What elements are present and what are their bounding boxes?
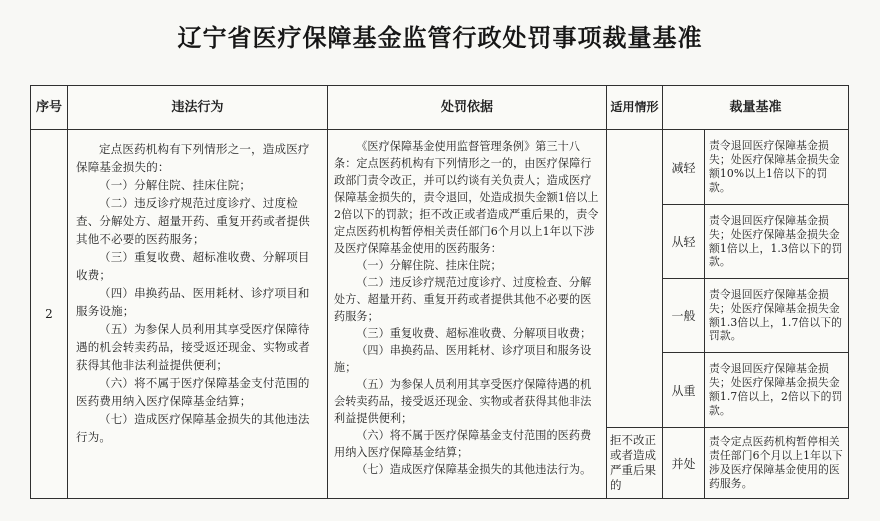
discretion-measure: 责令定点医药机构暂停相关责任部门6个月以上1年以下涉及医疗保障基金使用的医药服务。 [705,428,849,499]
header-seq: 序号 [31,86,68,130]
basis-item-1: （一）分解住院、挂床住院； [356,259,502,272]
violation-item-6: （六）将不属于医疗保障基金支付范围的医药费用纳入医疗保障基金结算； [76,376,310,408]
header-discretion-standard: 裁量基准 [663,86,849,130]
discretion-measure: 责令退回医疗保障基金损失；处医疗保障基金损失金额1.3倍以上，1.7倍以下的罚款。 [705,279,849,353]
basis-intro: 《医疗保障基金使用监督管理条例》第三十八条：定点医药机构有下列情形之一的，由医疗保障行政部门责令改正，并可以约谈有关负责人；造成医疗保障基金损失的，责令退回，处造成损失金额1倍以上2倍以下的罚款；拒不改正或者造成严重后果的，责令定点医药机构暂停相关责任部门6个月以上1年以下涉及医疗保障基金使用的医药服务： [334,140,599,255]
discretion-level: 一般 [663,279,705,353]
violation-item-4: （四）串换药品、医用耗材、诊疗项目和服务设施； [76,286,310,318]
applicable-situation-refusal: 拒不改正或者造成严重后果的 [607,428,663,499]
row-seq: 2 [31,130,68,499]
basis-item-6: （六）将不属于医疗保障基金支付范围的医药费用纳入医疗保障基金结算； [334,429,592,459]
violation-intro: 定点医药机构有下列情形之一，造成医疗保障基金损失的： [76,142,310,174]
discretion-measure: 责令退回医疗保障基金损失；处医疗保障基金损失金额1倍以上，1.3倍以下的罚款。 [705,205,849,279]
discretion-measure: 责令退回医疗保障基金损失；处医疗保障基金损失金额10%以上1倍以下的罚款。 [705,130,849,205]
discretion-level: 减轻 [663,130,705,205]
discretion-measure: 责令退回医疗保障基金损失；处医疗保障基金损失金额1.7倍以上，2倍以下的罚款。 [705,353,849,428]
header-violation: 违法行为 [68,86,328,130]
applicable-situation-empty-cell [607,130,663,428]
header-applicable-situation: 适用情形 [607,86,663,130]
violation-item-1: （一）分解住院、挂床住院； [99,178,252,192]
basis-item-4: （四）串换药品、医用耗材、诊疗项目和服务设施； [334,344,592,374]
violation-item-5: （五）为参保人员利用其享受医疗保障待遇的机会转卖药品，接受返还现金、实物或者获得其他非法利益提供便利； [76,322,310,372]
basis-item-2: （二）违反诊疗规范过度诊疗、过度检查、分解处方、超量开药、重复开药或者提供其他不必要的医药服务； [334,276,592,323]
basis-item-5: （五）为参保人员利用其享受医疗保障待遇的机会转卖药品，接受返还现金、实物或者获得其他非法利益提供便利； [334,378,592,425]
discretion-table [30,85,849,499]
discretion-level: 从轻 [663,205,705,279]
header-basis: 处罚依据 [328,86,607,130]
basis-item-7: （七）造成医疗保障基金损失的其他违法行为。 [356,463,592,476]
violation-item-2: （二）违反诊疗规范过度诊疗、过度检查、分解处方、超量开药、重复开药或者提供其他不必要的医药服务； [76,196,310,246]
document-title: 辽宁省医疗保障基金监管行政处罚事项裁量基准 [177,23,703,52]
table-row [31,130,849,205]
discretion-level: 并处 [663,428,705,499]
discretion-level: 从重 [663,353,705,428]
violation-item-7: （七）造成医疗保障基金损失的其他违法行为。 [76,412,310,444]
violation-item-3: （三）重复收费、超标准收费、分解项目收费； [76,250,310,282]
violation-cell [68,130,328,499]
basis-item-3: （三）重复收费、超标准收费、分解项目收费； [356,327,592,340]
table-header-row [31,86,849,130]
basis-cell [328,130,607,499]
